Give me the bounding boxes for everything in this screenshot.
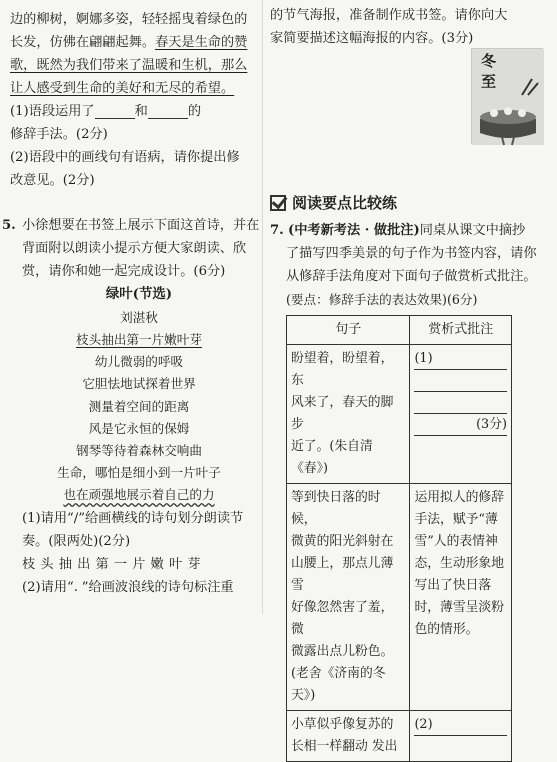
q7-line-1: 7. (中考新考法 · 做批注)同桌从课文中摘抄	[270, 223, 526, 238]
q5-number: 5.	[2, 218, 16, 233]
passage-line-1: 边的柳树，婀娜多姿，轻轻摇曳着绿色的	[10, 12, 248, 27]
section-header	[270, 192, 547, 213]
q5-1-answer-line: 枝 头 抽 出 第 一 片 嫩 叶 芽	[22, 556, 202, 572]
poster-title: 冬 至	[479, 53, 497, 89]
poem-line-4: 测量着空间的距离	[88, 398, 190, 414]
dot-mark-icon: .	[73, 579, 78, 595]
row3-comment	[410, 711, 512, 762]
top-line-1: 的节气海报，准备制作成书签。请你向大	[270, 8, 508, 23]
q2-text-line1: (2)语段中的画线句有语病，请你提出修	[10, 150, 240, 165]
q5-line-3: 赏，请你和她一起完成设计。(6分)	[22, 264, 226, 279]
question-7	[270, 219, 547, 311]
q1-text: (1)语段运用了 和 的	[10, 104, 201, 119]
q7-number: 7.	[270, 223, 284, 238]
answer-line-score[interactable]: (3分)	[414, 414, 507, 436]
passage-line-2: 长发，仿佛在翩翩起舞。春天是生命的赞	[10, 35, 248, 50]
row2-sentence: 等到快日落的时候， 微黄的阳光斜射在 山腰上，那点儿薄雪 好像忽然害了羞，微 微露出点儿粉色。 (老舍《济南的冬 天》)	[287, 484, 410, 711]
q5-line-2: 背面附以朗读小提示方便大家朗读、欣	[22, 241, 247, 256]
row3-sentence: 小草似乎像复苏的 长相一样翻动 发出	[287, 711, 410, 762]
q1-text-line2: 修辞手法。(2分)	[10, 127, 108, 142]
answer-line[interactable]: (2)	[414, 714, 507, 736]
poem-line-7: 生命，哪怕是细小到一片叶子	[57, 465, 221, 481]
poem-line-8: 也在顽强地展示着自己的力	[63, 487, 215, 503]
row1-comment	[410, 345, 512, 484]
passage-line-3: 歌，既然为我们带来了温暖和生机，那么	[10, 58, 248, 73]
q5-1-line1: (1)请用“/”给画横线的诗句划分朗读节	[22, 510, 244, 526]
table-header-row	[287, 316, 512, 345]
poem-line-5: 风是它永恒的保姆	[88, 420, 190, 436]
top-line-2: 家简要描述这幅海报的内容。(3分)	[270, 31, 474, 46]
table-row	[287, 345, 512, 484]
q2-text-line2: 改意见。(2分)	[10, 173, 95, 188]
question-5	[2, 214, 260, 599]
q5-1-line2: 奏。(限两处)(2分)	[22, 533, 131, 549]
left-column	[0, 0, 262, 614]
answer-line[interactable]	[414, 392, 507, 414]
poem-title: 绿叶(节选)	[105, 286, 173, 302]
q5-line-1: 小徐想要在书签上展示下面这首诗，并在	[22, 218, 260, 233]
table-row	[287, 711, 512, 762]
q7-line-2: 了描写四季美景的句子作为书签内容，请你	[286, 246, 537, 261]
row1-sentence: 盼望着，盼望着，东 风来了，春天的脚步 近了。(朱自清 《春》)	[287, 345, 410, 484]
answer-space	[10, 192, 256, 214]
checkmark-icon	[270, 195, 286, 211]
poem-line-6: 钢琴等待着森林交响曲	[76, 443, 202, 459]
right-column	[262, 0, 557, 754]
poem-author: 刘湛秋	[120, 310, 158, 325]
answer-blank-1[interactable]	[95, 105, 135, 119]
poster-image	[471, 48, 543, 144]
row2-comment: 运用拟人的修辞 手法，赋予“薄 雪”人的表情神 态，生动形象地 写出了快日落 时，薄雪呈淡粉 色的情形。	[410, 484, 512, 711]
header-comment: 赏析式批注	[410, 316, 512, 345]
q7-line-3: 从修辞手法角度对下面句子做赏析式批注。	[286, 269, 537, 284]
q7-tag: (中考新考法 · 做批注)	[287, 223, 420, 238]
answer-line[interactable]	[414, 370, 507, 392]
poem-line-1: 枝头抽出第一片嫩叶芽	[76, 332, 202, 347]
table-row	[287, 484, 512, 711]
section-title: 阅读要点比较练	[292, 194, 398, 212]
poem-line-2: 幼儿微弱的呼吸	[94, 354, 184, 370]
answer-blank-2[interactable]	[148, 105, 188, 119]
underlined-sentence-part: 春天是生命的赞	[155, 35, 248, 50]
header-sentence: 句子	[287, 316, 410, 345]
q5-2-line1: (2)请用“. ”给画波浪线的诗句标注重	[22, 576, 256, 599]
q7-requirement: (要点：修辞手法的表达效果)(6分)	[286, 292, 478, 307]
annotation-table	[286, 315, 512, 762]
answer-line[interactable]: (1)	[414, 348, 507, 370]
passage-line-4: 让人感受到生命的美好和无尽的希望。	[10, 81, 235, 96]
poem-line-3: 它胆怯地试探着世界	[82, 376, 196, 392]
